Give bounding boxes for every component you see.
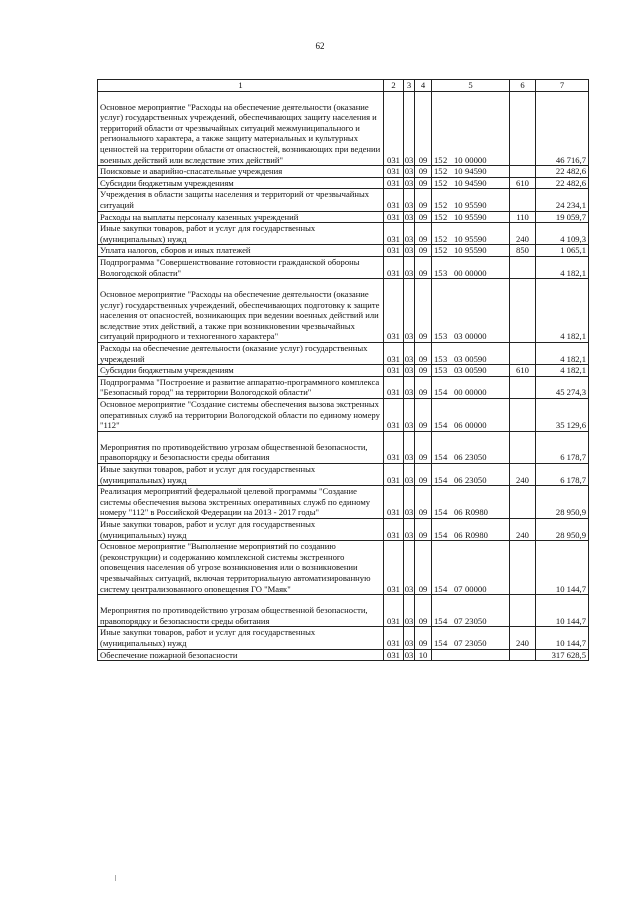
row-description: Субсидии бюджетным учреждениям [98,177,384,189]
target-article-part: 94590 [465,166,487,177]
row-target-article [432,279,510,343]
target-article-part: 03 [454,331,463,342]
target-article-part: 15 [434,387,443,398]
row-section-code: 03 [404,376,415,398]
table-row [98,365,589,377]
row-target-article [432,343,510,365]
row-target-article [432,595,510,627]
row-target-article [432,541,510,595]
row-ministry-code: 031 [384,343,404,365]
row-subsection-code: 09 [415,518,432,540]
row-description: Иные закупки товаров, работ и услуг для государственных (муниципальных) нужд [98,627,384,649]
row-subsection-code: 09 [415,245,432,257]
target-article-part: 95590 [465,199,487,210]
row-ministry-code: 031 [384,399,404,432]
row-ministry-code: 031 [384,166,404,178]
row-amount: 10 144,7 [536,595,589,627]
target-article-part: 07 [454,637,463,648]
header-cell: 6 [510,80,536,92]
row-ministry-code: 031 [384,376,404,398]
row-description: Подпрограмма "Построение и развитие аппаратно-программного комплекса "Безопасный город" на территории Вологодской области" [98,376,384,398]
row-section-code: 03 [404,627,415,649]
target-article-part: 10 [454,199,463,210]
row-section-code: 03 [404,279,415,343]
row-description: Расходы на выплаты персоналу казенных учреждений [98,211,384,223]
row-description: Уплата налогов, сборов и иных платежей [98,245,384,257]
row-subsection-code: 09 [415,343,432,365]
target-article-part: 15 [434,474,443,485]
row-expense-type: 240 [510,464,536,486]
target-article-part: 07 [454,615,463,626]
target-article-part: 06 [454,420,463,431]
target-article-part: 15 [434,233,443,244]
row-expense-type [510,91,536,166]
target-article-part: 4 [443,452,448,463]
target-article-part: 15 [434,154,443,165]
row-amount: 1 065,1 [536,245,589,257]
row-amount: 19 059,7 [536,211,589,223]
target-article-part: 10 [454,211,463,222]
row-section-code: 03 [404,431,415,463]
target-article-part: 03 [454,353,463,364]
row-expense-type [510,431,536,463]
row-description: Основное мероприятие "Расходы на обеспечение деятельности (оказание услуг) государственных учреждений, обеспечивающих защиту населения и территорий области от чрезвычайных ситуаций межмуниципального и регионального характера, а также защиту материальных и культурных ценностей на территории области от опасностей, возникающих при ведении военных действий или вследствие этих действий" [98,91,384,166]
target-article-part: 06 [454,507,463,518]
row-description: Иные закупки товаров, работ и услуг для государственных (муниципальных) нужд [98,518,384,540]
row-ministry-code: 031 [384,177,404,189]
table-body [98,91,589,661]
target-article-part: 95590 [465,233,487,244]
row-target-article [432,245,510,257]
row-section-code: 03 [404,256,415,278]
target-article-part: 2 [443,166,448,177]
row-description: Поисковые и аварийно-спасательные учреждения [98,166,384,178]
row-ministry-code: 031 [384,627,404,649]
table-row [98,431,589,463]
target-article-part: 15 [434,507,443,518]
target-article-part: 15 [434,615,443,626]
header-cell: 3 [404,80,415,92]
row-description: Реализация мероприятий федеральной целевой программы "Создание системы обеспечения вызова экстренных оперативных служб по единому номеру "112" в Российской Федерации на 2013 - 2017 годы" [98,486,384,519]
row-target-article [432,211,510,223]
row-section-code: 03 [404,177,414,188]
row-subsection-code: 09 [415,464,432,486]
target-article-part: 2 [443,245,448,256]
row-target-article [432,365,510,377]
target-article-part: 15 [434,583,443,594]
target-article-part: 3 [443,353,448,364]
row-target-article [432,189,510,211]
row-ministry-code: 031 [384,518,404,540]
row-expense-type [510,343,536,365]
row-expense-type: 240 [510,518,536,540]
target-article-part: 4 [443,615,448,626]
row-description: Подпрограмма "Совершенствование готовности гражданской обороны Вологодской области" [98,256,384,278]
header-cell: 7 [536,80,589,92]
target-article-part: 3 [443,331,448,342]
row-expense-type [510,486,536,519]
row-section-code: 03 [404,365,414,376]
row-subsection-code: 09 [415,91,432,166]
table-row [98,211,589,223]
row-ministry-code: 031 [384,464,404,486]
row-expense-type: 240 [510,627,536,649]
row-subsection-code: 09 [415,595,432,627]
row-expense-type [510,166,536,178]
row-subsection-code: 09 [415,431,432,463]
target-article-part: 15 [434,211,443,222]
row-expense-type [510,279,536,343]
target-article-part: 4 [443,507,448,518]
row-subsection-code: 09 [415,223,432,245]
target-article-part: 4 [443,529,448,540]
target-article-part: 95590 [465,211,487,222]
target-article-part: 00000 [465,420,487,431]
target-article-part: 15 [434,331,443,342]
row-expense-type [510,376,536,398]
header-cell: 2 [384,80,404,92]
row-amount: 22 482,6 [536,166,589,178]
target-article-part: 15 [434,452,443,463]
row-expense-type [510,256,536,278]
row-amount: 45 274,3 [536,376,589,398]
row-subsection-code: 09 [415,279,432,343]
table-row [98,91,589,166]
row-description: Иные закупки товаров, работ и услуг для государственных (муниципальных) нужд [98,223,384,245]
row-description: Основное мероприятие "Выполнение мероприятий по созданию (реконструкции) и содержанию комплексной системы экстренного оповещения населения об угрозе возникновения или о возникновении чрезвычайных ситуаций, включая территориальную автоматизированную систему централизованного оповещения ГО "Маяк" [98,541,384,595]
table-row [98,399,589,432]
row-target-article [432,399,510,432]
row-section-code: 03 [404,189,415,211]
row-ministry-code: 031 [384,595,404,627]
row-amount: 4 182,1 [536,256,589,278]
row-amount: 28 950,9 [536,486,589,519]
target-article-part: 10 [454,154,463,165]
row-section-code: 03 [404,399,415,432]
target-article-part: 23050 [465,637,487,648]
row-amount: 10 144,7 [536,541,589,595]
row-target-article [432,376,510,398]
row-expense-type [510,399,536,432]
target-article-part: 10 [454,166,463,177]
target-article-part: R0980 [465,507,488,518]
target-article-part: 94590 [465,177,487,188]
target-article-part: 00590 [465,353,487,364]
row-subsection-code: 09 [415,166,432,178]
row-description: Расходы на обеспечение деятельности (оказание услуг) государственных учреждений [98,343,384,365]
target-article-part: 15 [434,166,443,177]
row-ministry-code: 031 [384,189,404,211]
target-article-part: 4 [443,387,448,398]
row-section-code: 03 [404,464,415,486]
row-amount: 4 182,1 [536,279,589,343]
row-amount: 35 129,6 [536,399,589,432]
row-target-article [432,91,510,166]
row-amount: 10 144,7 [536,627,589,649]
target-article-part: 4 [443,583,448,594]
target-article-part: 3 [443,267,448,278]
row-ministry-code: 031 [384,279,404,343]
row-section-code: 03 [404,91,415,166]
target-article-part: 23050 [465,615,487,626]
row-amount: 6 178,7 [536,464,589,486]
target-article-part: 2 [443,199,448,210]
row-description: Мероприятия по противодействию угрозам общественной безопасности, правопорядку и безопасности среды обитания [98,595,384,627]
row-amount: 46 716,7 [536,91,589,166]
row-target-article [432,256,510,278]
table-row [98,177,589,189]
row-subsection-code: 09 [415,256,432,278]
target-article-part: 4 [443,420,448,431]
row-description: Иные закупки товаров, работ и услуг для государственных (муниципальных) нужд [98,464,384,486]
row-section-code: 03 [404,486,415,519]
header-cell: 4 [415,80,432,92]
row-ministry-code: 031 [384,431,404,463]
row-target-article [432,177,510,189]
target-article-part: 00000 [465,154,487,165]
row-ministry-code: 031 [384,649,404,661]
row-expense-type: 110 [510,211,536,223]
row-expense-type: 850 [510,245,536,257]
row-ministry-code: 031 [384,245,404,257]
table-row [98,595,589,627]
row-ministry-code: 031 [384,256,404,278]
target-article-part: 00590 [465,365,487,376]
row-expense-type: 610 [510,177,536,189]
target-article-part: 15 [434,637,443,648]
target-article-part: 15 [434,365,443,376]
table-row [98,541,589,595]
table-row [98,189,589,211]
row-target-article [432,223,510,245]
row-expense-type: 610 [510,365,536,377]
row-ministry-code: 031 [384,223,404,245]
target-article-part: R0980 [465,529,488,540]
row-description: Учреждения в области защиты населения и территорий от чрезвычайных ситуаций [98,189,384,211]
row-subsection-code: 09 [415,399,432,432]
row-subsection-code: 09 [415,376,432,398]
row-description: Обеспечение пожарной безопасности [98,649,384,661]
table-row [98,376,589,398]
target-article-part: 15 [434,245,443,256]
target-article-part: 3 [443,365,448,376]
row-section-code: 03 [404,223,415,245]
row-section-code: 03 [404,518,415,540]
row-subsection-code: 09 [415,486,432,519]
row-section-code: 03 [404,211,414,222]
budget-table [97,79,589,661]
row-ministry-code: 031 [384,365,404,377]
table-row [98,223,589,245]
row-target-article [432,464,510,486]
row-section-code: 03 [404,343,415,365]
row-target-article [432,486,510,519]
target-article-part: 00000 [465,331,487,342]
target-article-part: 15 [434,267,443,278]
row-amount: 4 182,1 [536,365,589,377]
row-expense-type [510,541,536,595]
target-article-part: 06 [454,474,463,485]
row-target-article [432,649,510,661]
header-cell: 1 [98,80,384,92]
target-article-part: 03 [454,365,463,376]
scan-mark [115,875,116,881]
target-article-part: 10 [454,177,463,188]
target-article-part: 07 [454,583,463,594]
row-section-code: 03 [404,649,414,660]
row-amount: 24 234,1 [536,189,589,211]
row-target-article [432,627,510,649]
table-row [98,464,589,486]
row-subsection-code: 09 [415,365,432,377]
target-article-part: 15 [434,529,443,540]
target-article-part: 15 [434,199,443,210]
row-section-code: 03 [404,245,414,256]
table-row [98,649,589,661]
header-row [98,80,589,92]
target-article-part: 4 [443,637,448,648]
table-row [98,256,589,278]
target-article-part: 23050 [465,452,487,463]
target-article-part: 95590 [465,245,487,256]
row-section-code: 03 [404,595,415,627]
target-article-part: 00000 [465,267,487,278]
target-article-part: 2 [443,233,448,244]
target-article-part: 10 [454,233,463,244]
row-section-code: 03 [404,166,414,177]
target-article-part: 4 [443,474,448,485]
table-row [98,627,589,649]
row-target-article [432,431,510,463]
row-subsection-code: 09 [415,541,432,595]
row-amount: 22 482,6 [536,177,589,189]
row-expense-type [510,595,536,627]
row-amount: 4 109,3 [536,223,589,245]
row-amount: 317 628,5 [536,649,589,661]
target-article-part: 00 [454,267,463,278]
table-row [98,486,589,519]
row-ministry-code: 031 [384,541,404,595]
table-row [98,279,589,343]
row-amount: 4 182,1 [536,343,589,365]
row-subsection-code: 09 [415,211,432,223]
row-description: Основное мероприятие "Создание системы обеспечения вызова экстренных оперативных служб на территории Вологодской области по единому номеру "112" [98,399,384,432]
row-subsection-code: 09 [415,627,432,649]
row-amount: 6 178,7 [536,431,589,463]
target-article-part: 06 [454,452,463,463]
target-article-part: 10 [454,245,463,256]
table-row [98,343,589,365]
target-article-part: 2 [443,154,448,165]
header-cell: 5 [432,80,510,92]
row-amount: 28 950,9 [536,518,589,540]
target-article-part: 15 [434,177,443,188]
row-expense-type [510,189,536,211]
target-article-part: 23050 [465,474,487,485]
row-description: Мероприятия по противодействию угрозам общественной безопасности, правопорядку и безопасности среды обитания [98,431,384,463]
target-article-part: 2 [443,177,448,188]
table-row [98,245,589,257]
table-row [98,518,589,540]
row-target-article [432,518,510,540]
row-section-code: 03 [404,541,415,595]
target-article-part: 15 [434,420,443,431]
row-ministry-code: 031 [384,211,404,223]
table-row [98,166,589,178]
row-ministry-code: 031 [384,91,404,166]
row-ministry-code: 031 [384,486,404,519]
row-expense-type: 240 [510,223,536,245]
page-number: 62 [315,41,325,51]
target-article-part: 06 [454,529,463,540]
row-description: Основное мероприятие "Расходы на обеспечение деятельности (оказание услуг) государственных учреждений, обеспечивающих подготовку к защите населения от опасностей, возникающих при ведении военных действий или вследствие этих действий, а также при возникновении чрезвычайных ситуаций природного и техногенного характера" [98,279,384,343]
row-expense-type [510,649,536,661]
target-article-part: 00000 [465,387,487,398]
target-article-part: 00 [454,387,463,398]
row-description: Субсидии бюджетным учреждениям [98,365,384,377]
target-article-part: 2 [443,211,448,222]
row-target-article [432,166,510,178]
row-subsection-code: 10 [415,649,432,661]
row-subsection-code: 09 [415,177,432,189]
target-article-part: 15 [434,353,443,364]
row-subsection-code: 09 [415,189,432,211]
target-article-part: 00000 [465,583,487,594]
